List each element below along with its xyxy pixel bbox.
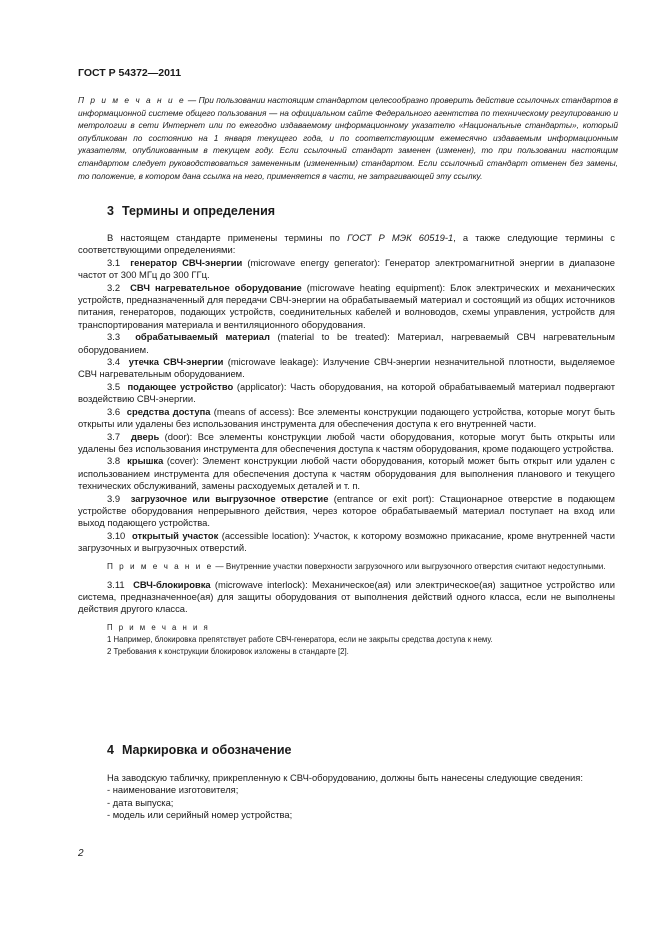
list-item: - наименование изготовителя; [107, 784, 239, 796]
term-definition: Элемент конструкции любой части оборудования, который может быть открыт или удален с использованием инструмента для обеспечения доступа к частям оборудования для выполнения планового и текущего технических обслуживаний, замены расходуемых деталей и т. п. [78, 455, 615, 492]
note-text: — При пользовании настоящим стандартом целесообразно проверить действие ссылочных стандартов в информационной системе общего пользования — на официальном сайте Федерального агентства по техническому регулированию и метрологии в сети Интернет или по ежегодно издаваемому информационному указателю «Национальные стандарты», который опубликован по состоянию на 1 января текущего года, и по соответствующим ежемесячно издаваемым информационным указателям, опубликованным в текущем году. Если ссылочный стандарт заменен (изменен), то при пользовании настоящим стандартом следует руководствоваться замененным (измененным) стандартом. Если ссылочный стандарт отменен без замены, то положение, в котором дана ссылка на него, применяется в части, не затрагивающей эту ссылку. [78, 95, 618, 181]
note-text: — Внутренние участки поверхности загрузочного или выгрузочного отверстия считают недоступными. [213, 561, 606, 571]
term-name: генератор СВЧ-энергии [130, 256, 243, 268]
intro-text-end: , а также следующие термины с соответствующими определениями: [78, 232, 615, 256]
term-number: 3.7 [107, 430, 121, 442]
term-definition: Стационарное отверстие в подающем устройстве оборудования непрерывного действия, через которое обрабатываемый материал поступает на вход или выход подающего устройства. [78, 492, 615, 529]
marking-intro: На заводскую табличку, прикрепленную к СВЧ-оборудованию, должны быть нанесены следующие сведения: [107, 772, 583, 783]
term-3-9 [78, 493, 615, 530]
term-3-5 [78, 381, 615, 406]
term-english: (accessible location): [218, 529, 314, 541]
term-definition: Излучение СВЧ-энергии незначительной плотности, выделяемое СВЧ нагревательным оборудованием. [78, 356, 615, 380]
interlock-notes [78, 622, 615, 658]
note-item: 2 Требования к конструкции блокировок изложены в стандарте [2]. [107, 646, 349, 656]
term-name: подающее устройство [127, 380, 234, 392]
term-definition: Участок, к которому возможно прикасание, кроме внутренней части загрузочных и выгрузочных отверстий. [78, 529, 615, 554]
term-name: утечка СВЧ-энергии [128, 356, 224, 368]
section-3-body [78, 232, 615, 662]
term-definition: Все элементы конструкции подающего устройства, которые могут быть открыты или удалены без использования инструмента для обеспечения доступа к его внутренней части. [78, 405, 616, 430]
marking-list [78, 784, 615, 821]
section-4-heading [107, 743, 291, 757]
note-label: П р и м е ч а н и е [78, 95, 186, 105]
term-definition: Материал, нагреваемый СВЧ нагревательным оборудованием. [78, 331, 616, 355]
term-name: загрузочное или выгрузочное отверстие [130, 492, 329, 504]
section-4-body [78, 772, 615, 822]
section-number: 3 [107, 204, 114, 218]
note-label: П р и м е ч а н и е [107, 561, 214, 571]
term-english: (microwave energy generator): [242, 256, 386, 268]
term-definition: Часть оборудования, на которой обрабатываемый материал подвергают воздействию СВЧ-энергии. [78, 380, 615, 405]
term-number: 3.11 [107, 578, 125, 590]
page-number: 2 [78, 848, 84, 859]
term-number: 3.3 [107, 331, 121, 343]
intro-text: В настоящем стандарте применены термины по [107, 232, 348, 243]
section-title: Термины и определения [121, 204, 276, 218]
term-definition: Механическое(ая) или электрическое(ая) защитное устройство или система, предназначенное(ая) для защиты оборудования от выполнения действий одного класса, если не выполнены действия другого класса. [78, 578, 616, 615]
term-3-2 [78, 282, 615, 332]
term-english: (means of access): [210, 405, 298, 417]
term-3-1 [78, 257, 615, 282]
term-english: (microwave heating equipment): [301, 281, 451, 293]
term-number: 3.8 [107, 455, 121, 467]
term-number: 3.5 [107, 380, 121, 392]
term-name: дверь [130, 430, 160, 442]
term-number: 3.1 [107, 256, 121, 268]
term-name: средства доступа [126, 405, 211, 417]
term-definition: Все элементы конструкции любой части оборудования, которые могут быть открыты или удалены без использования инструмента для обеспечения доступа к частям оборудования, кроме подающего устройства. [78, 430, 615, 454]
term-3-8 [78, 455, 615, 492]
term-english: (applicator): [233, 380, 291, 392]
section-title: Маркировка и обозначение [121, 743, 292, 757]
term-note [78, 561, 615, 573]
list-item: - модель или серийный номер устройства; [107, 809, 293, 821]
term-name: СВЧ-блокировка [133, 578, 211, 590]
term-3-6 [78, 406, 615, 431]
term-number: 3.10 [107, 529, 126, 541]
document-header: ГОСТ Р 54372—2011 [78, 67, 182, 79]
term-english: (door): [159, 430, 198, 442]
term-name: СВЧ нагревательное оборудование [130, 281, 302, 293]
reference-note [78, 94, 618, 182]
term-3-7 [78, 431, 615, 456]
term-number: 3.4 [107, 356, 121, 368]
note-item: 1 Например, блокировка препятствует работе СВЧ-генератора, если не закрыты средства доступа к нему. [107, 634, 493, 644]
term-name: обрабатываемый материал [135, 331, 270, 343]
section-3-heading [107, 204, 275, 218]
term-english: (microwave leakage): [223, 356, 323, 368]
term-number: 3.6 [107, 405, 121, 417]
term-3-3 [78, 331, 615, 356]
notes-label: П р и м е ч а н и я [107, 622, 210, 632]
section-number: 4 [107, 743, 114, 757]
term-name: открытый участок [132, 529, 219, 541]
term-english: (material to be treated): [269, 331, 398, 343]
term-english: (entrance or exit port): [328, 492, 440, 504]
term-english: (microwave interlock): [210, 578, 312, 590]
term-3-4 [78, 356, 615, 381]
term-3-10 [78, 530, 615, 555]
intro-reference: ГОСТ Р МЭК 60519-1 [347, 232, 454, 243]
intro-paragraph [78, 232, 615, 257]
term-3-11 [78, 579, 615, 616]
term-definition: Генератор электромагнитной энергии в диапазоне частот от 300 МГц до 300 ГГц. [78, 256, 615, 281]
term-number: 3.9 [107, 492, 121, 504]
term-number: 3.2 [107, 281, 121, 293]
term-definition: Блок электрических и механических устройств, предназначенный для передачи СВЧ-энергии на обрабатываемый материал и состоящий из общих источников питания, генераторов, подающих устройств, соединительных кабелей и волноводов, схемы управления, устройств для транспортирования материала и вентиляционного оборудования. [78, 281, 615, 330]
term-english: (cover): [163, 455, 203, 467]
term-name: крышка [127, 455, 164, 467]
list-item: - дата выпуска; [107, 796, 174, 808]
